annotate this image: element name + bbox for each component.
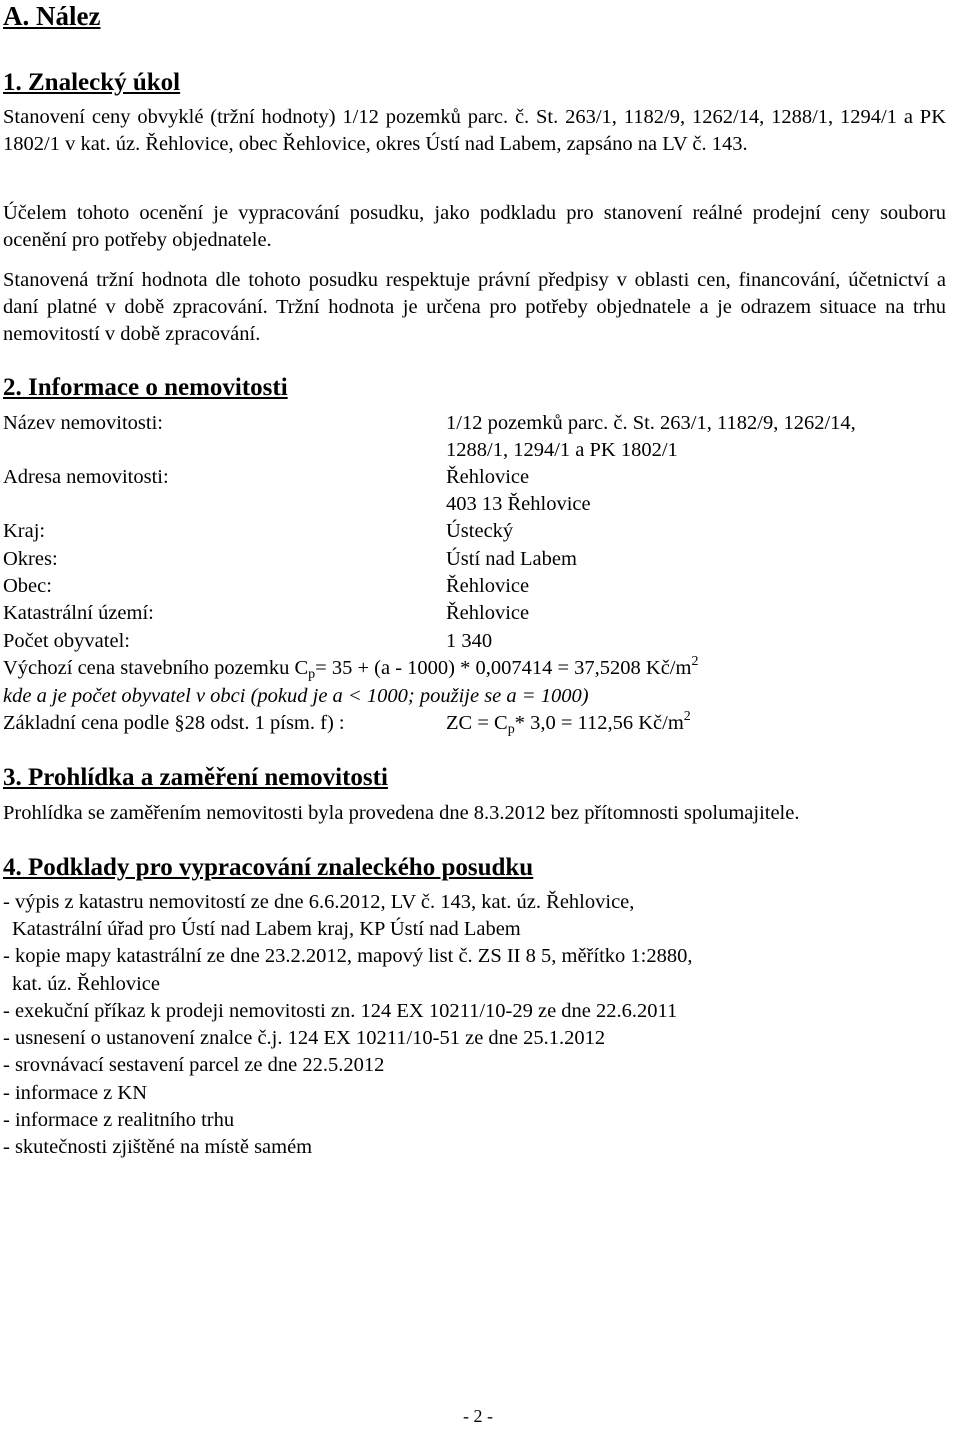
basic-price-label: Základní cena podle §28 odst. 1 písm. f) : (3, 712, 345, 734)
population-note: kde a je počet obyvatel v obci (pokud je a < 1000; použije se a = 1000) (3, 685, 589, 707)
inspection-text: Prohlídka se zaměřením nemovitosti byla provedena dne 8.3.2012 bez přítomnosti spolumajitele. (3, 802, 800, 824)
section-4-title: 4. Podklady pro vypracování znaleckého posudku (3, 854, 534, 881)
info-row (3, 410, 943, 437)
section-2-title: 2. Informace o nemovitosti (3, 374, 288, 401)
section-3-title: 3. Prohlídka a zaměření nemovitosti (3, 764, 388, 791)
list-item: Katastrální úřad pro Ústí nad Labem kraj, KP Ústí nad Labem (12, 918, 521, 940)
section-a-heading: A. Nález (3, 1, 101, 31)
info-row (3, 491, 943, 518)
formula-text: ZC = C (446, 712, 508, 734)
list-item: - srovnávací sestavení parcel ze dne 22.5.2012 (3, 1054, 385, 1076)
info-row (3, 628, 943, 655)
info-value: Řehlovice (446, 575, 530, 597)
info-row (3, 437, 943, 464)
section-1-paragraph-1: Stanovení ceny obvyklé (tržní hodnoty) 1/12 pozemků parc. č. St. 263/1, 1182/9, 1262/14, 1288/1, 1294/1 a PK 1802/1 v kat. úz. Řehlovice, obec Řehlovice, okres Ústí nad Labem, zapsáno na LV č. 143. (3, 106, 946, 156)
info-label: Okres: (3, 548, 58, 570)
list-item: - usnesení o ustanovení znalce č.j. 124 EX 10211/10-51 ze dne 25.1.2012 (3, 1027, 606, 1049)
info-label: Obec: (3, 575, 52, 597)
formula-text: = 35 + (a - 1000) * 0,007414 = 37,5208 Kč/m (315, 657, 692, 679)
basic-price-row (3, 710, 943, 737)
formula-superscript: 2 (691, 654, 699, 669)
list-item: - informace z KN (3, 1082, 148, 1104)
formula-text: * 3,0 = 112,56 Kč/m (514, 712, 684, 734)
list-item: - výpis z katastru nemovitostí ze dne 6.6.2012, LV č. 143, kat. úz. Řehlovice, (3, 891, 635, 913)
list-item: - exekuční příkaz k prodeji nemovitosti zn. 124 EX 10211/10-29 ze dne 22.6.2011 (3, 1000, 678, 1022)
info-row (3, 518, 943, 545)
list-item: - kopie mapy katastrální ze dne 23.2.2012, mapový list č. ZS II 8 5, měřítko 1:2880, (3, 945, 693, 967)
section-1-paragraph-3: Stanovená tržní hodnota dle tohoto posudku respektuje právní předpisy v oblasti cen, financování, účetnictví a daní platné v době zpracování. Tržní hodnota je určena pro potřeby objednatele a je odrazem situace na trhu nemovitostí v době zpracování. (3, 269, 946, 346)
list-item: - informace z realitního trhu (3, 1109, 235, 1131)
info-row (3, 573, 943, 600)
list-item: kat. úz. Řehlovice (12, 973, 161, 995)
info-value: 1288/1, 1294/1 a PK 1802/1 (446, 439, 678, 461)
page-number: - 2 - (463, 1406, 493, 1426)
formula-subscript: p (507, 722, 515, 737)
info-value: 1/12 pozemků parc. č. St. 263/1, 1182/9, 1262/14, (446, 412, 856, 434)
info-value: Řehlovice (446, 466, 530, 488)
info-value: 403 13 Řehlovice (446, 493, 591, 515)
section-1-title: 1. Znalecký úkol (3, 69, 181, 96)
info-value: 1 340 (446, 630, 493, 652)
list-item: - skutečnosti zjištěné na místě samém (3, 1136, 313, 1158)
formula-superscript: 2 (683, 709, 691, 724)
info-value: Ústecký (446, 520, 514, 542)
basic-price-formula (446, 710, 691, 737)
info-row (3, 464, 943, 491)
base-price-formula (3, 655, 698, 682)
info-value: Ústí nad Labem (446, 548, 577, 570)
info-row (3, 546, 943, 573)
info-label: Adresa nemovitosti: (3, 466, 169, 488)
formula-subscript: p (308, 667, 316, 682)
info-label: Kraj: (3, 520, 46, 542)
info-value: Řehlovice (446, 602, 530, 624)
section-1-paragraph-2: Účelem tohoto ocenění je vypracování posudku, jako podkladu pro stanovení reálné prodejní ceny souboru ocenění pro potřeby objednatele. (3, 202, 946, 252)
info-label: Počet obyvatel: (3, 630, 130, 652)
info-label: Katastrální území: (3, 602, 154, 624)
formula-text: Výchozí cena stavebního pozemku C (3, 657, 309, 679)
info-row (3, 600, 943, 627)
info-label: Název nemovitosti: (3, 412, 163, 434)
